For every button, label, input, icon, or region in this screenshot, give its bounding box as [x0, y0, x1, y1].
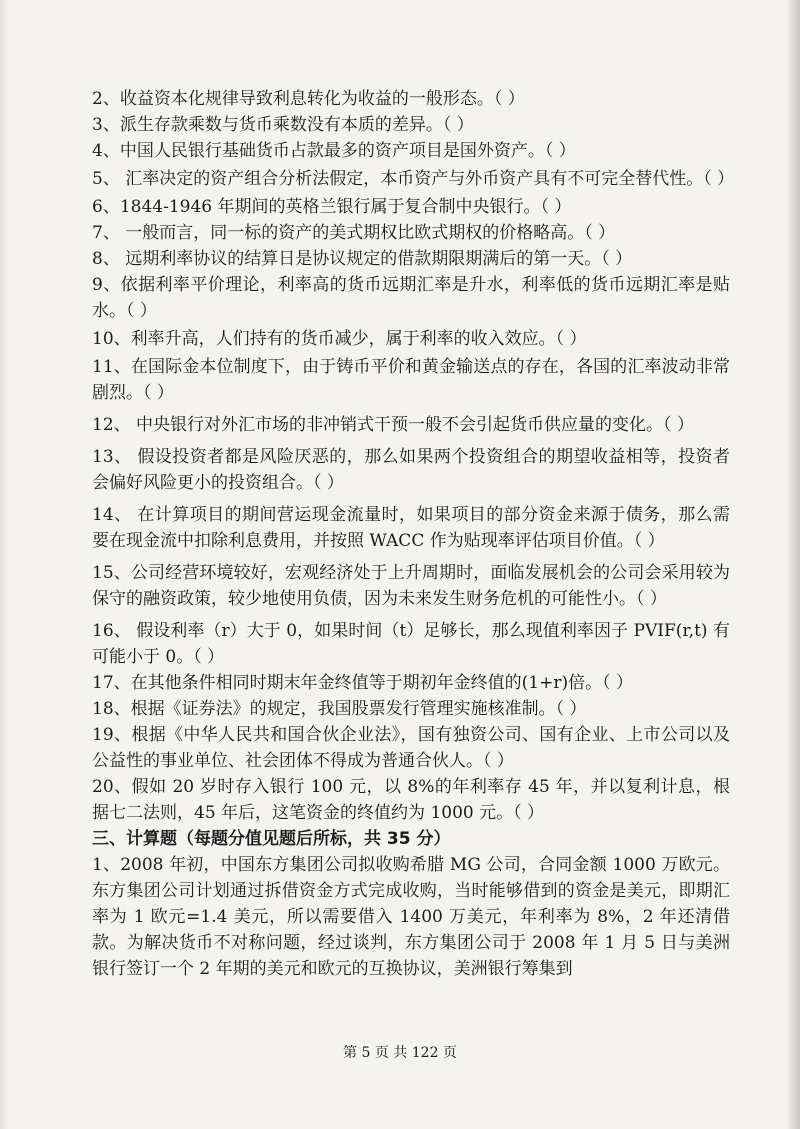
scan-edge-left	[0, 0, 8, 1129]
scan-edge-right	[786, 0, 800, 1129]
section-heading: 三、计算题（每题分值见题后所标，共 35 分）	[92, 829, 451, 849]
question-17: 17、在其他条件相同时期末年金终值等于期初年金终值的(1+r)倍。（ ）	[92, 673, 633, 693]
question-20: 20、假如 20 岁时存入银行 100 元，以 8%的年利率存 45 年，并以复利计息，根据七二法则，45 年后，这笔资金的终值约为 1000 元。（ ）	[92, 777, 730, 823]
question-7: 7、 一般而言，同一标的资产的美式期权比欧式期权的价格略高。（ ）	[92, 223, 616, 243]
question-15: 15、公司经营环境较好，宏观经济处于上升周期时，面临发展机会的公司会采用较为保守的融资政策，较少地使用负债，因为未来发生财务危机的可能性小。（ ）	[92, 563, 730, 609]
question-11: 11、在国际金本位制度下，由于铸币平价和黄金输送点的存在，各国的汇率波动非常剧烈。（ ）	[92, 357, 730, 403]
question-2: 2、收益资本化规律导致利息转化为收益的一般形态。（ ）	[92, 89, 525, 109]
question-list	[92, 86, 735, 982]
question-3: 3、派生存款乘数与货币乘数没有本质的差异。（ ）	[92, 115, 474, 135]
question-10: 10、利率升高，人们持有的货币减少，属于利率的收入效应。（ ）	[92, 329, 587, 349]
question-9: 9、依据利率平价理论，利率高的货币远期汇率是升水，利率低的货币远期汇率是贴水。（ ）	[92, 275, 730, 321]
question-8: 8、 远期利率协议的结算日是协议规定的借款期限期满后的第一天。（ ）	[92, 249, 633, 269]
question-19: 19、根据《中华人民共和国合伙企业法》，国有独资公司、国有企业、上市公司以及公益性的事业单位、社会团体不得成为普通合伙人。（ ）	[92, 725, 730, 771]
question-5: 5、 汇率决定的资产组合分析法假定，本币资产与外币资产具有不可完全替代性。（ ）	[92, 169, 735, 189]
question-6: 6、1844-1946 年期间的英格兰银行属于复合制中央银行。（ ）	[92, 197, 572, 217]
question-4: 4、中国人民银行基础货币占款最多的资产项目是国外资产。（ ）	[92, 141, 576, 161]
question-12: 12、 中央银行对外汇市场的非冲销式干预一般不会引起货币供应量的变化。（ ）	[92, 415, 694, 435]
question-18: 18、根据《证券法》的规定，我国股票发行管理实施核准制。（ ）	[92, 699, 587, 719]
calculation-problem-1: 1、2008 年初，中国东方集团公司拟收购希腊 MG 公司，合同金额 1000 万欧元。东方集团公司计划通过拆借资金方式完成收购，当时能够借到的资金是美元，即期汇率为 1 欧元=1.4 美元，所以需要借入 1400 万美元，年利率为 8%，2 年还清借款。为解决货币不对称问题，经过谈判，东方集团公司于 2008 年 1 月 5 日与美洲银行签订一个 2 年期的美元和欧元的互换协议，美洲银行筹集到	[92, 855, 730, 979]
page-number: 第 5 页 共 122 页	[343, 1045, 457, 1061]
question-13: 13、 假设投资者都是风险厌恶的，那么如果两个投资组合的期望收益相等，投资者会偏好风险更小的投资组合。（ ）	[92, 447, 730, 493]
question-14: 14、 在计算项目的期间营运现金流量时，如果项目的部分资金来源于债务，那么需要在现金流中扣除利息费用，并按照 WACC 作为贴现率评估项目价值。（ ）	[92, 505, 730, 551]
question-16: 16、 假设利率（r）大于 0，如果时间（t）足够长，那么现值利率因子 PVIF(r,t) 有可能小于 0。（ ）	[92, 621, 730, 667]
